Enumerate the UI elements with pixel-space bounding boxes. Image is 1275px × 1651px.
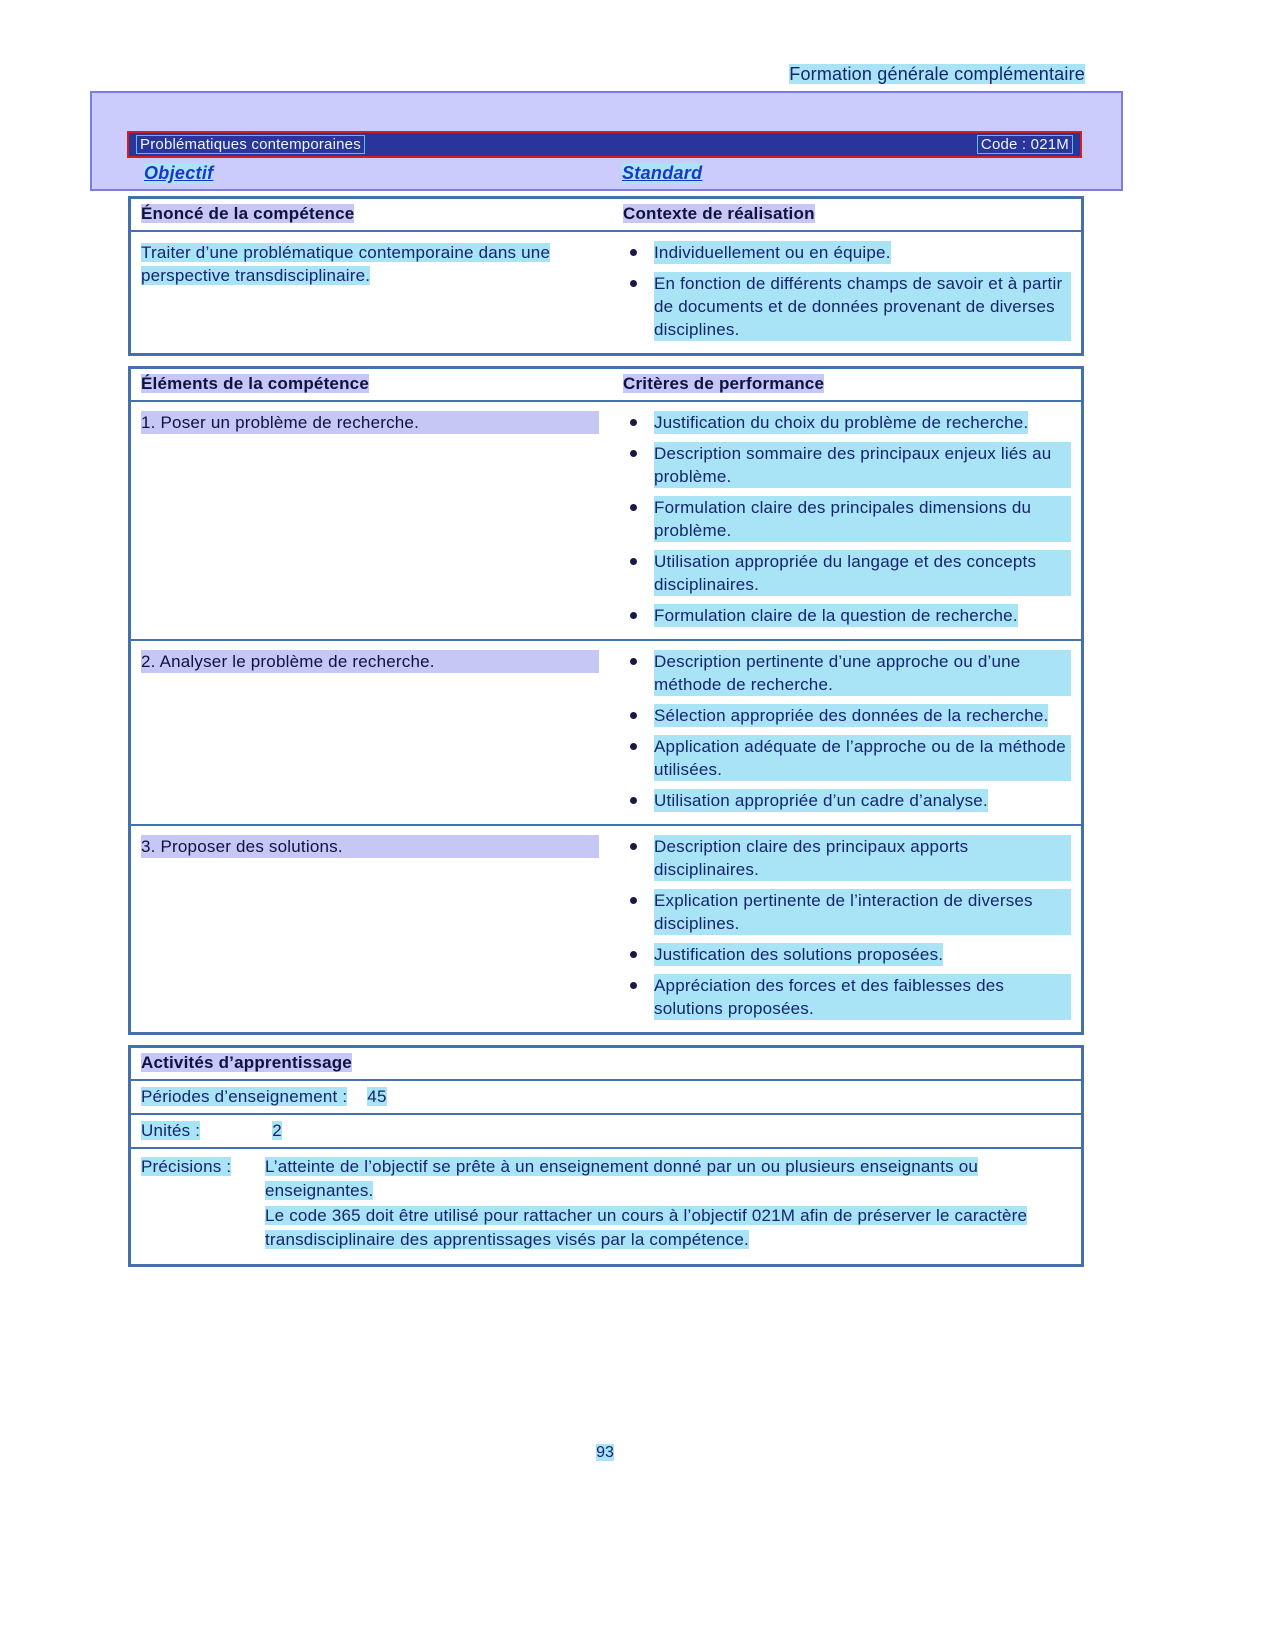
unites-value: 2	[272, 1121, 282, 1140]
unites-row	[131, 1115, 1081, 1149]
criteria-list	[623, 835, 1071, 1020]
content-area	[128, 196, 1084, 1277]
enonce-table	[128, 196, 1084, 356]
list-item	[623, 496, 1071, 542]
list-item	[623, 550, 1071, 596]
bullet-text: Utilisation appropriée d’un cadre d’analyse.	[654, 791, 988, 810]
elements-table	[128, 366, 1084, 1035]
bullet-icon	[630, 504, 637, 511]
banner-code: Code : 021M	[977, 135, 1073, 154]
element-cell	[141, 411, 623, 629]
precisions-label: Précisions :	[141, 1157, 232, 1176]
bullet-text: Description claire des principaux apports disciplinaires.	[654, 835, 1071, 881]
precisions-row	[131, 1149, 1081, 1264]
bullet-text: Justification des solutions proposées.	[654, 945, 944, 964]
objective-banner	[90, 91, 1123, 191]
bullet-text: Individuellement ou en équipe.	[654, 243, 891, 262]
bullet-icon	[630, 558, 637, 565]
bullet-icon	[630, 249, 637, 256]
unites-label: Unités :	[141, 1121, 201, 1140]
contexte-header-text: Contexte de réalisation	[623, 204, 815, 223]
criteres-header-cell	[623, 374, 1071, 394]
list-item	[623, 411, 1071, 434]
bullet-text: Explication pertinente de l’interaction de diverses disciplines.	[654, 889, 1071, 935]
page-number	[0, 1444, 1210, 1462]
elements-header-text: Éléments de la compétence	[141, 374, 369, 393]
element-row-3	[131, 824, 1081, 1032]
bullet-text: En fonction de différents champs de savoir et à partir de documents et de données provenant de diverses disciplines.	[654, 272, 1071, 341]
bullet-text: Description sommaire des principaux enjeux liés au problème.	[654, 442, 1071, 488]
enonce-header-cell	[141, 204, 623, 224]
top-note	[789, 64, 1085, 85]
element-cell	[141, 650, 623, 814]
enonce-text: Traiter d’une problématique contemporaine dans une perspective transdisciplinaire.	[141, 243, 551, 285]
bullet-icon	[630, 743, 637, 750]
contexte-cell	[623, 241, 1071, 343]
bullet-text: Justification du choix du problème de recherche.	[654, 413, 1029, 432]
list-item	[623, 889, 1071, 935]
criteria-list	[623, 411, 1071, 627]
contexte-header-cell	[623, 204, 1071, 224]
periodes-value: 45	[367, 1087, 387, 1106]
element-row-1	[131, 402, 1081, 639]
element-row-2	[131, 639, 1081, 824]
precision-text: L’atteinte de l’objectif se prête à un enseignement donné par un ou plusieurs enseignants ou enseignantes.	[265, 1157, 979, 1200]
criteres-header-text: Critères de performance	[623, 374, 825, 393]
top-note-text: Formation générale complémentaire	[789, 64, 1085, 84]
bullet-icon	[630, 612, 637, 619]
bullet-icon	[630, 658, 637, 665]
activities-table	[128, 1045, 1084, 1267]
enonce-table-header	[131, 199, 1081, 232]
bullet-text: Application adéquate de l’approche ou de la méthode utilisées.	[654, 735, 1071, 781]
bullet-text: Sélection appropriée des données de la recherche.	[654, 706, 1049, 725]
bullet-text: Description pertinente d’une approche ou d’une méthode de recherche.	[654, 650, 1071, 696]
bullet-icon	[630, 843, 637, 850]
page-number-text: 93	[596, 1444, 614, 1461]
criteria-list	[623, 650, 1071, 812]
bullet-icon	[630, 951, 637, 958]
precisions-text-cell	[265, 1155, 1071, 1253]
banner-title: Problématiques contemporaines	[136, 135, 365, 154]
criteria-cell	[623, 835, 1071, 1022]
precisions-list	[265, 1155, 1071, 1252]
enonce-cell	[141, 241, 623, 343]
objectif-label: Objectif	[144, 163, 214, 183]
standard-label: Standard	[622, 163, 703, 183]
bullet-icon	[630, 280, 637, 287]
bullet-text: Formulation claire des principales dimensions du problème.	[654, 496, 1071, 542]
bullet-text: Formulation claire de la question de recherche.	[654, 606, 1018, 625]
activities-header-text: Activités d’apprentissage	[141, 1053, 352, 1072]
enonce-header-text: Énoncé de la compétence	[141, 204, 355, 223]
enonce-row	[131, 232, 1081, 353]
bullet-icon	[630, 712, 637, 719]
list-item	[623, 704, 1071, 727]
list-item	[623, 789, 1071, 812]
element-text: 3. Proposer des solutions.	[141, 835, 599, 858]
element-text: 2. Analyser le problème de recherche.	[141, 650, 599, 673]
criteria-cell	[623, 650, 1071, 814]
activities-header-row	[131, 1048, 1081, 1081]
list-item	[623, 735, 1071, 781]
list-item	[623, 442, 1071, 488]
periodes-label: Périodes d’enseignement :	[141, 1087, 348, 1106]
element-cell	[141, 835, 623, 1022]
element-text: 1. Poser un problème de recherche.	[141, 411, 599, 434]
bullet-icon	[630, 450, 637, 457]
periodes-row	[131, 1081, 1081, 1115]
activities-header-cell	[141, 1053, 352, 1072]
list-item	[623, 943, 1071, 966]
bullet-icon	[630, 797, 637, 804]
bullet-icon	[630, 897, 637, 904]
list-item	[623, 650, 1071, 696]
elements-table-header	[131, 369, 1081, 402]
list-item	[623, 974, 1071, 1020]
list-item	[623, 272, 1071, 341]
banner-title-bar	[127, 131, 1082, 158]
bullet-icon	[630, 982, 637, 989]
bullet-icon	[630, 419, 637, 426]
list-item	[623, 835, 1071, 881]
contexte-list	[623, 241, 1071, 341]
criteria-cell	[623, 411, 1071, 629]
elements-header-cell	[141, 374, 623, 394]
list-item	[623, 241, 1071, 264]
list-item	[265, 1155, 1071, 1203]
list-item	[623, 604, 1071, 627]
bullet-text: Utilisation appropriée du langage et des concepts disciplinaires.	[654, 550, 1071, 596]
bullet-text: Appréciation des forces et des faiblesses des solutions proposées.	[654, 974, 1071, 1020]
precision-text: Le code 365 doit être utilisé pour rattacher un cours à l’objectif 021M afin de préserver le caractère transdisciplinaire des apprentissages visés par la compétence.	[265, 1206, 1028, 1249]
precisions-label-cell	[141, 1155, 265, 1253]
list-item	[265, 1204, 1071, 1252]
